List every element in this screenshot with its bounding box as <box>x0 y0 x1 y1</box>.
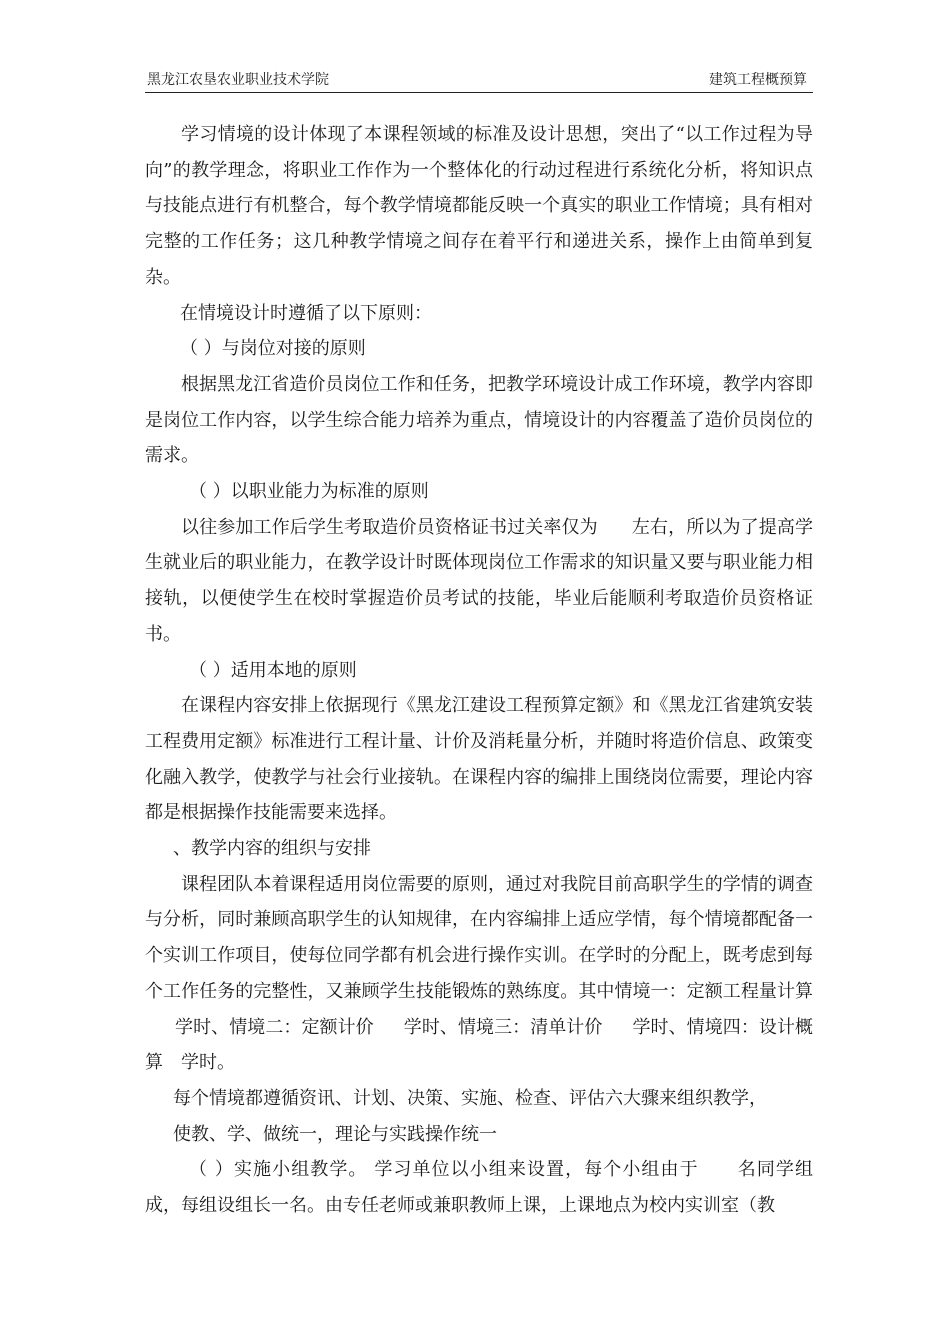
heading-principle-3: （ ）适用本地的原则 <box>189 659 357 681</box>
paragraph-intro: 学习情境的设计体现了本课程领域的标准及设计思想，突出了“以工作过程为导向”的教学理念，将职业工作作为一个整体化的行动过程进行系统化分析，将知识点与技能点进行有机整合，每个教学情境都能反映一个真实的职业工作情境；具有相对完整的工作任务；这几种教学情境之间存在着平行和递进关系，操作上由简单到复杂。 <box>145 124 813 288</box>
text-segment: 学时、情境四：设计概算 <box>145 1016 814 1074</box>
header-school-name: 黑龙江农垦农业职业技术学院 <box>147 72 329 88</box>
header-course-name: 建筑工程概预算 <box>709 72 807 88</box>
paragraph-principles-intro: 在情境设计时遵循了以下原则： <box>180 302 432 324</box>
paragraph-teaching-unity: 使教、学、做统一，理论与实践操作统一 <box>173 1123 497 1145</box>
text-segment: 左右，所以为了提高学生就业后的职业能力，在教学设计时既体现岗位工作需求的知识量又要与职业能力相接轨，以便使学生在校时掌握造价员考试的技能，毕业后能顺利考取造价员资格证书。 <box>145 516 814 645</box>
text-segment: （ ）实施小组教学。 学习单位以小组来设置，每个小组由于 <box>189 1159 699 1181</box>
paragraph-principle-2 <box>145 510 813 653</box>
page-header <box>145 66 813 93</box>
text-segment: 课程团队本着课程适用岗位需要的原则，通过对我院目前高职学生的学情的调查与分析，同时兼顾高职学生的认知规律，在内容编排上适应学情，每个情境都配备一个实训工作项目，使每位同学都有机会进行操作实训。在学时的分配上，既考虑到每个工作任务的完整性，又兼顾学生技能锻炼的熟练度。其中情境一：定额工程量计算 <box>145 873 813 1002</box>
paragraph-principle-1: 根据黑龙江省造价员岗位工作和任务，把教学环境设计成工作环境，教学内容即是岗位工作内容，以学生综合能力培养为重点，情境设计的内容覆盖了造价员岗位的需求。 <box>145 373 813 467</box>
heading-content-organization: 、教学内容的组织与安排 <box>173 838 371 860</box>
document-body <box>145 117 813 1224</box>
heading-principle-2: （ ）以职业能力为标准的原则 <box>189 481 429 503</box>
paragraph-group-teaching <box>145 1152 813 1223</box>
text-segment: 名同学组成，每组设组长一名。由专任老师或兼职教师上课，上课地点为校内实训室（教 <box>145 1159 813 1217</box>
heading-principle-1: （ ）与岗位对接的原则 <box>180 338 366 360</box>
paragraph-content-organization <box>145 867 813 1081</box>
paragraph-teaching-steps: 每个情境都遵循资讯、计划、决策、实施、检查、评估六大骤来组织教学， <box>173 1087 767 1109</box>
text-segment: 学时、情境二：定额计价 <box>175 1016 374 1038</box>
text-segment: 学时。 <box>181 1052 235 1074</box>
text-segment: 以往参加工作后学生考取造价员资格证书过关率仅为 <box>181 516 598 538</box>
paragraph-principle-3: 在课程内容安排上依据现行《黑龙江建设工程预算定额》和《黑龙江省建筑安装工程费用定额》标准进行工程计量、计价及消耗量分析，并随时将造价信息、政策变化融入教学，使教学与社会行业接轨。在课程内容的编排上围绕岗位需要，理论内容都是根据操作技能需要来选择。 <box>145 695 813 824</box>
text-segment: 学时、情境三：清单计价 <box>403 1016 603 1038</box>
